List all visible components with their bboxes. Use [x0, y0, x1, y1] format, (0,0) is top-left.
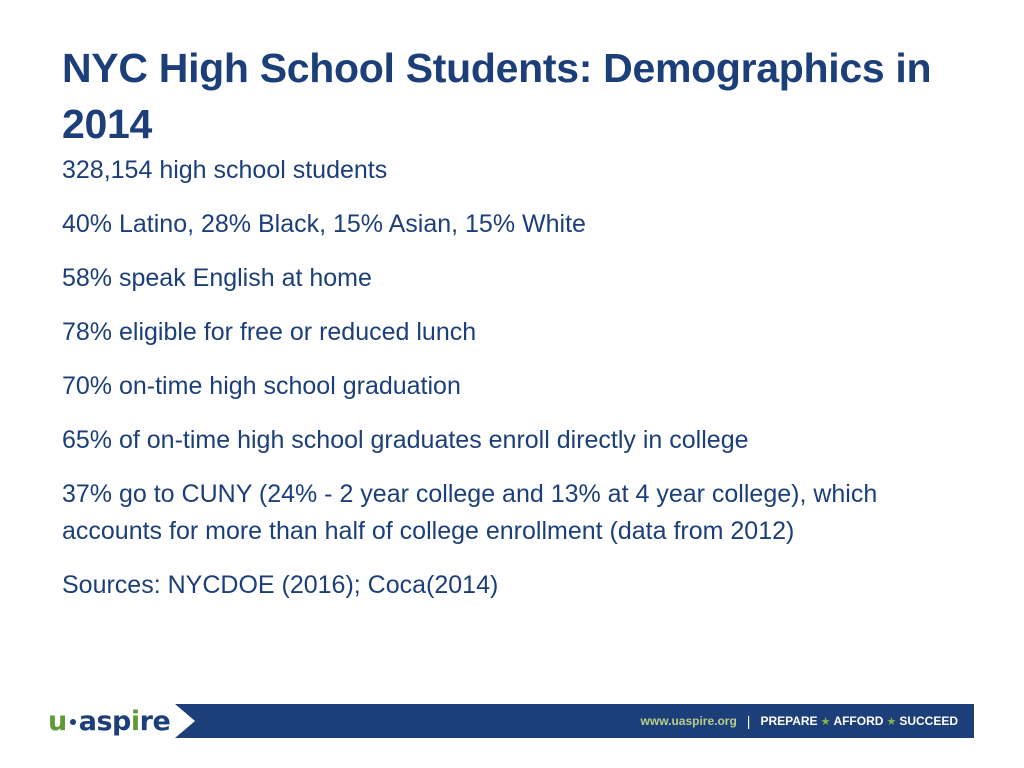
bullet-english-at-home: 58% speak English at home	[62, 264, 372, 292]
logo-i: i	[130, 705, 140, 737]
logo-u: u	[48, 705, 67, 737]
website-link[interactable]: www.uaspire.org	[640, 714, 737, 728]
slide-title: NYC High School Students: Demographics in 2014	[62, 45, 932, 147]
bullet-lunch-eligibility: 78% eligible for free or reduced lunch	[62, 318, 477, 346]
footer	[48, 702, 974, 740]
bullet-college-enrollment: 65% of on-time high school graduates enroll directly in college	[62, 426, 749, 454]
bullet-student-count: 328,154 high school students	[62, 156, 388, 184]
bullet-list	[62, 152, 962, 621]
bullet-ethnicity: 40% Latino, 28% Black, 15% Asian, 15% White	[62, 210, 586, 238]
bullet-sources: Sources: NYCDOE (2016); Coca(2014)	[62, 571, 499, 599]
uaspire-logo	[48, 702, 170, 740]
tagline-succeed: SUCCEED	[899, 714, 958, 728]
banner-arrow-icon	[175, 704, 195, 738]
star-icon: ★	[886, 715, 897, 728]
logo-re: re	[139, 705, 171, 737]
tagline-prepare: PREPARE	[760, 714, 818, 728]
star-icon: ★	[820, 715, 831, 728]
bullet-cuny: 37% go to CUNY (24% - 2 year college and 13% at 4 year college), which accounts for more than half of college enrollment (data from 2012)	[62, 480, 878, 545]
logo-asp: asp	[78, 705, 131, 737]
logo-dot-icon	[70, 719, 76, 725]
banner-text	[641, 704, 958, 738]
bullet-graduation-rate: 70% on-time high school graduation	[62, 372, 461, 400]
tagline-afford: AFFORD	[833, 714, 884, 728]
banner-separator: |	[746, 713, 751, 729]
